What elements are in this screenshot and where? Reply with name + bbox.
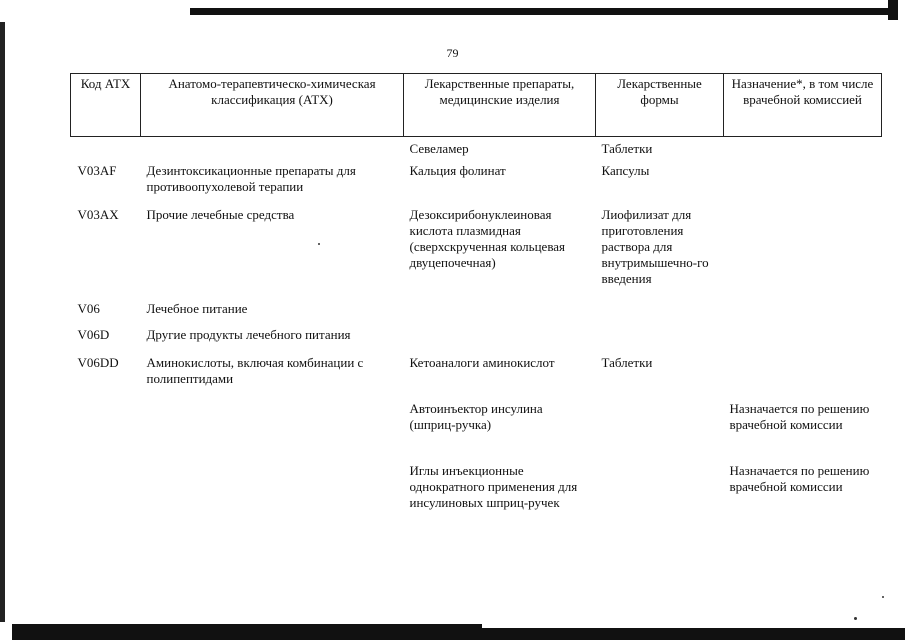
cell-drug xyxy=(404,301,596,327)
scan-speck xyxy=(882,596,884,598)
table-row xyxy=(71,463,882,543)
scan-border-bottom xyxy=(12,628,905,640)
cell-code: V03AX xyxy=(77,206,119,222)
table-row xyxy=(71,301,882,327)
cell-code xyxy=(71,137,141,163)
cell-purpose: Назначается по решению врачебной комиссии xyxy=(729,400,870,432)
cell-purpose xyxy=(724,355,882,401)
scan-border-left xyxy=(0,22,5,622)
page-number: 79 xyxy=(446,46,459,60)
header-classification: Анатомо-терапевтическо-химическая классификация (АТХ) xyxy=(141,74,404,137)
cell-classification xyxy=(141,401,404,463)
header-purpose: Назначение*, в том числе врачебной комиссией xyxy=(724,74,882,137)
table-header-row xyxy=(71,74,882,137)
cell-purpose xyxy=(724,163,882,207)
cell-classification: Прочие лечебные средства xyxy=(146,206,295,222)
cell-form: Таблетки xyxy=(601,354,653,370)
cell-purpose xyxy=(724,207,882,301)
cell-purpose xyxy=(724,327,882,355)
cell-code: V03AF xyxy=(77,162,117,178)
header-code: Код АТХ xyxy=(71,74,141,137)
cell-form: Таблетки xyxy=(601,141,653,156)
header-drugs: Лекарственные препараты, медицинские изделия xyxy=(404,74,596,137)
cell-form: Капсулы xyxy=(601,162,650,178)
cell-classification xyxy=(141,137,404,163)
table-row xyxy=(71,401,882,463)
cell-purpose: Назначается по решению врачебной комиссии xyxy=(729,462,870,494)
cell-form xyxy=(596,401,724,463)
cell-classification xyxy=(141,463,404,543)
scan-border-top xyxy=(190,8,890,15)
table-row xyxy=(71,163,882,207)
scan-border-right xyxy=(888,0,898,20)
cell-classification: Аминокислоты, включая комбинации с полипептидами xyxy=(146,354,364,386)
table-row xyxy=(71,327,882,355)
cell-purpose xyxy=(724,301,882,327)
cell-code: V06DD xyxy=(77,354,119,370)
cell-form xyxy=(596,463,724,543)
cell-drug: Дезоксирибонуклеиновая кислота плазмидная (сверхскрученная кольцевая двуцепочечная) xyxy=(409,206,566,270)
cell-classification: Дезинтоксикационные препараты для противоопухолевой терапии xyxy=(146,162,356,194)
cell-drug xyxy=(404,327,596,355)
cell-form xyxy=(596,301,724,327)
cell-code: V06D xyxy=(77,326,110,342)
table-row xyxy=(71,207,882,301)
cell-classification: Другие продукты лечебного питания xyxy=(146,326,351,342)
table-row xyxy=(71,355,882,401)
cell-drug: Кетоаналоги аминокислот xyxy=(409,354,555,370)
cell-purpose xyxy=(724,137,882,163)
drug-table xyxy=(70,73,882,543)
cell-code xyxy=(71,463,141,543)
cell-drug: Иглы инъекционные однократного применения для инсулиновых шприц-ручек xyxy=(409,462,578,510)
cell-drug: Автоинъектор инсулина (шприц-ручка) xyxy=(409,400,543,432)
cell-code xyxy=(71,401,141,463)
header-forms: Лекарственные формы xyxy=(596,74,724,137)
cell-code: V06 xyxy=(77,300,100,316)
cell-form xyxy=(596,327,724,355)
cell-drug: Кальция фолинат xyxy=(409,162,506,178)
cell-classification: Лечебное питание xyxy=(146,300,248,316)
table-row xyxy=(71,137,882,163)
cell-drug: Севеламер xyxy=(409,141,469,156)
cell-form: Лиофилизат для приготовления раствора для внутримышечно-го введения xyxy=(601,206,709,286)
scan-speck xyxy=(854,617,857,620)
